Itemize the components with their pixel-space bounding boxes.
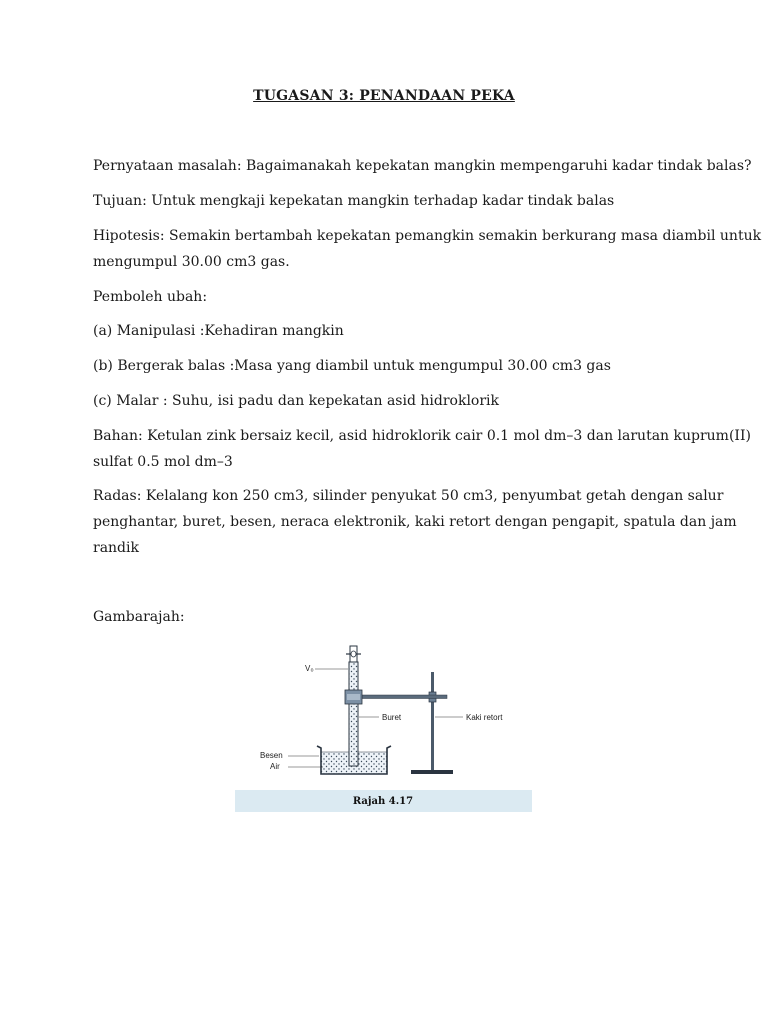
label-air: Air [270, 762, 280, 771]
label-buret: Buret [382, 713, 402, 722]
variable-manipulated: (a) Manipulasi :Kehadiran mangkin [93, 323, 344, 339]
label-v0: V₀ [305, 664, 314, 673]
label-kaki-retort: Kaki retort [466, 713, 503, 722]
materials-line-2: sulfat 0.5 mol dm–3 [93, 454, 233, 470]
apparatus-line-3: randik [93, 540, 139, 556]
problem-statement: Pernyataan masalah: Bagaimanakah kepekatan mangkin mempengaruhi kadar tindak balas? [93, 158, 752, 174]
apparatus-diagram-svg [235, 640, 532, 812]
materials-line-1: Bahan: Ketulan zink bersaiz kecil, asid hidroklorik cair 0.1 mol dm–3 dan larutan kuprum(II) [93, 428, 751, 444]
hypothesis-line-1: Hipotesis: Semakin bertambah kepekatan pemangkin semakin berkurang masa diambil untuk [93, 228, 762, 244]
apparatus-line-1: Radas: Kelalang kon 250 cm3, silinder penyukat 50 cm3, penyumbat getah dengan salur [93, 488, 724, 504]
diagram-heading: Gambarajah: [93, 609, 185, 625]
figure-caption: Rajah 4.17 [352, 796, 414, 807]
apparatus-line-2: penghantar, buret, besen, neraca elektronik, kaki retort dengan pengapit, spatula dan jam [93, 514, 737, 530]
document-title: TUGASAN 3: PENANDAAN PEKA [253, 88, 515, 104]
objective: Tujuan: Untuk mengkaji kepekatan mangkin terhadap kadar tindak balas [93, 193, 615, 209]
label-besen: Besen [260, 751, 283, 760]
buret [345, 646, 362, 766]
apparatus-diagram [235, 640, 532, 812]
variable-constant: (c) Malar : Suhu, isi padu dan kepekatan asid hidroklorik [93, 393, 499, 409]
hypothesis-line-2: mengumpul 30.00 cm3 gas. [93, 254, 290, 270]
variable-responding: (b) Bergerak balas :Masa yang diambil untuk mengumpul 30.00 cm3 gas [93, 358, 611, 374]
variables-heading: Pemboleh ubah: [93, 289, 208, 305]
